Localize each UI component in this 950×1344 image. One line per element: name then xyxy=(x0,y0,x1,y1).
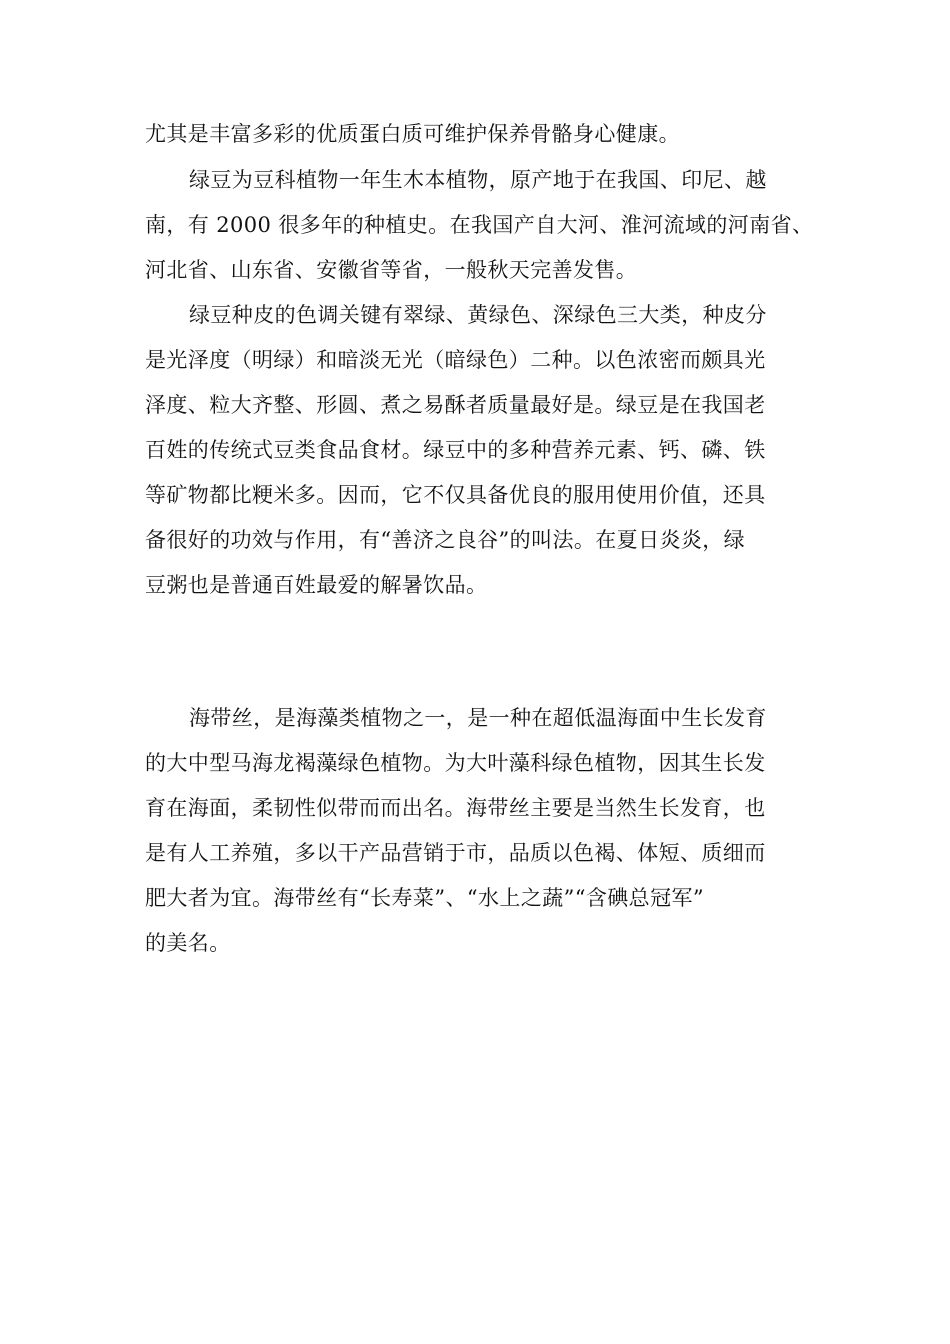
paragraph-4-line-3: 育在海面，柔韧性似带而而出名。海带丝主要是当然生长发育，也 xyxy=(145,796,766,820)
paragraph-3-line-5: 等矿物都比粳米多。因而，它不仅具备优良的服用使用价值，还具 xyxy=(145,483,766,507)
paragraph-4-line-1: 海带丝，是海藻类植物之一，是一种在超低温海面中生长发育 xyxy=(189,706,767,730)
paragraph-3-line-6: 备很好的功效与作用，有“善济之良谷”的叫法。在夏日炎炎，绿 xyxy=(145,528,746,552)
paragraph-4-line-6: 的美名。 xyxy=(145,931,231,955)
paragraph-3-line-3: 泽度、粒大齐整、形圆、煮之易酥者质量最好是。绿豆是在我国老 xyxy=(145,393,766,417)
paragraph-2-line-1: 绿豆为豆科植物一年生木本植物，原产地于在我国、印尼、越 xyxy=(189,168,767,192)
paragraph-1-line-1: 尤其是丰富多彩的优质蛋白质可维护保养骨骼身心健康。 xyxy=(145,122,680,146)
paragraph-3-line-4: 百姓的传统式豆类食品食材。绿豆中的多种营养元素、钙、磷、铁 xyxy=(145,438,766,462)
paragraph-2-line-2: 南，有 2000 很多年的种植史。在我国产自大河、淮河流域的河南省、 xyxy=(145,213,814,237)
paragraph-4-line-5: 肥大者为宜。海带丝有“长寿菜”、“水上之蔬”“含碘总冠军” xyxy=(145,886,705,910)
paragraph-4-line-4: 是有人工养殖，多以干产品营销于市，品质以色褐、体短、质细而 xyxy=(145,841,766,865)
paragraph-4-line-2: 的大中型马海龙褐藻绿色植物。为大叶藻科绿色植物，因其生长发 xyxy=(145,751,766,775)
paragraph-2-line-3: 河北省、山东省、安徽省等省，一般秋天完善发售。 xyxy=(145,258,638,282)
paragraph-3-line-2: 是光泽度（明绿）和暗淡无光（暗绿色）二种。以色浓密而颇具光 xyxy=(145,348,766,372)
paragraph-3-line-7: 豆粥也是普通百姓最爱的解暑饮品。 xyxy=(145,573,488,597)
paragraph-3-line-1: 绿豆种皮的色调关键有翠绿、黄绿色、深绿色三大类，种皮分 xyxy=(189,303,767,327)
